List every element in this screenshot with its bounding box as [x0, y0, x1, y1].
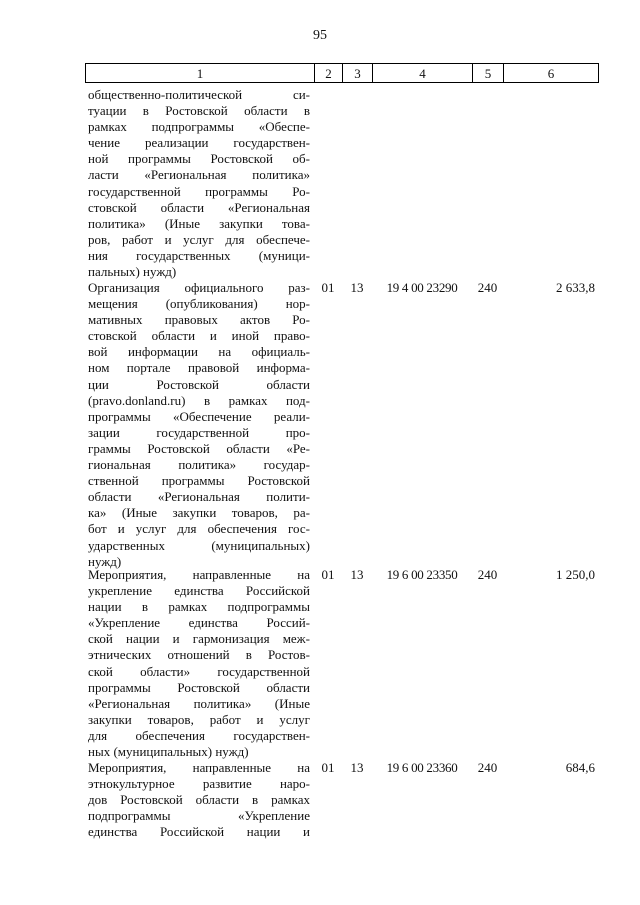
description-line: области «Региональная полити- [88, 489, 310, 505]
description-line: подпрограммы «Укрепление [88, 808, 310, 824]
description-line: Организация официального раз- [88, 280, 310, 295]
row-description [88, 760, 310, 840]
description-line: (pravo.donland.ru) в рамках под- [88, 392, 310, 408]
code-expense-type: 240 [477, 280, 498, 295]
description-line: этнических отношений в Ростов- [88, 647, 310, 663]
description-line: чение реализации государствен- [88, 135, 310, 151]
code-target-article: 19 6 00 23360 [386, 760, 458, 775]
row-description [88, 567, 310, 760]
description-line: нации в рамках подпрограммы [88, 599, 310, 615]
description-line: «Региональная политика» (Иные [88, 695, 310, 711]
description-line: единства Российской нации и [88, 824, 310, 840]
description-line: этнокультурное развитие наро- [88, 776, 310, 792]
code-target-article: 19 6 00 23350 [386, 567, 458, 582]
description-line: общественно-политической си- [88, 87, 310, 102]
description-line: закупки товаров, работ и услуг [88, 711, 310, 727]
page-number: 95 [313, 28, 327, 43]
description-line: стовской области и иной право- [88, 328, 310, 344]
amount: 1 250,0 [556, 567, 595, 582]
header-col-1: 1 [85, 63, 314, 83]
description-line: ка» (Иные закупки товаров, ра- [88, 505, 310, 521]
description-line: граммы Ростовской области «Ре- [88, 440, 310, 456]
description-line: дов Ростовской области в рамках [88, 792, 310, 808]
code-target-article: 19 4 00 23290 [386, 280, 458, 295]
description-line: ном портале правовой информа- [88, 360, 310, 376]
description-line: ной программы Ростовской об- [88, 151, 310, 167]
description-line: вой информации на официаль- [88, 344, 310, 360]
description-line: мещения (опубликования) нор- [88, 296, 310, 312]
description-line: программы Ростовской области [88, 679, 310, 695]
header-col-6: 6 [503, 63, 599, 83]
description-line: для обеспечения государствен- [88, 727, 310, 743]
code-section: 01 [321, 567, 335, 582]
header-col-5: 5 [472, 63, 503, 83]
description-line: ласти «Региональная политика» [88, 167, 310, 183]
description-line: гиональная политика» государ- [88, 457, 310, 473]
description-line: ции Ростовской области [88, 376, 310, 392]
amount: 2 633,8 [556, 280, 595, 295]
description-line: государственной программы Ро- [88, 183, 310, 199]
code-subsection: 13 [350, 280, 364, 295]
description-line: рамках подпрограммы «Обеспе- [88, 119, 310, 135]
header-col-3: 3 [342, 63, 372, 83]
code-expense-type: 240 [477, 567, 498, 582]
description-line: «Укрепление единства Россий- [88, 615, 310, 631]
description-line: политика» (Иные закупки това- [88, 215, 310, 231]
description-line: укрепление единства Российской [88, 583, 310, 599]
description-line: Мероприятия, направленные на [88, 567, 310, 582]
description-line: Мероприятия, направленные на [88, 760, 310, 775]
description-line: ных (муниципальных) нужд) [88, 744, 249, 760]
code-subsection: 13 [350, 567, 364, 582]
description-line: ственной программы Ростовской [88, 473, 310, 489]
amount: 684,6 [565, 760, 595, 775]
description-line: стовской области «Региональная [88, 199, 310, 215]
description-line: ров, работ и услуг для обеспече- [88, 231, 310, 247]
table-header [85, 63, 599, 83]
description-line: ния государственных (муници- [88, 247, 310, 263]
code-section: 01 [321, 280, 335, 295]
header-col-4: 4 [372, 63, 472, 83]
description-line: туации в Ростовской области в [88, 103, 310, 119]
description-line: ской области» государственной [88, 663, 310, 679]
code-expense-type: 240 [477, 760, 498, 775]
description-line: пальных) нужд) [88, 264, 177, 280]
description-line: зации государственной про- [88, 424, 310, 440]
description-line: программы «Обеспечение реали- [88, 408, 310, 424]
row-description [88, 280, 310, 570]
code-section: 01 [321, 760, 335, 775]
description-line: нужд) [88, 553, 122, 569]
description-line: ской нации и гармонизация меж- [88, 631, 310, 647]
row-description [88, 87, 310, 280]
description-line: ударственных (муниципальных) [88, 537, 310, 553]
header-col-2: 2 [314, 63, 342, 83]
description-line: бот и услуг для обеспечения гос- [88, 521, 310, 537]
description-line: мативных правовых актов Ро- [88, 312, 310, 328]
code-subsection: 13 [350, 760, 364, 775]
